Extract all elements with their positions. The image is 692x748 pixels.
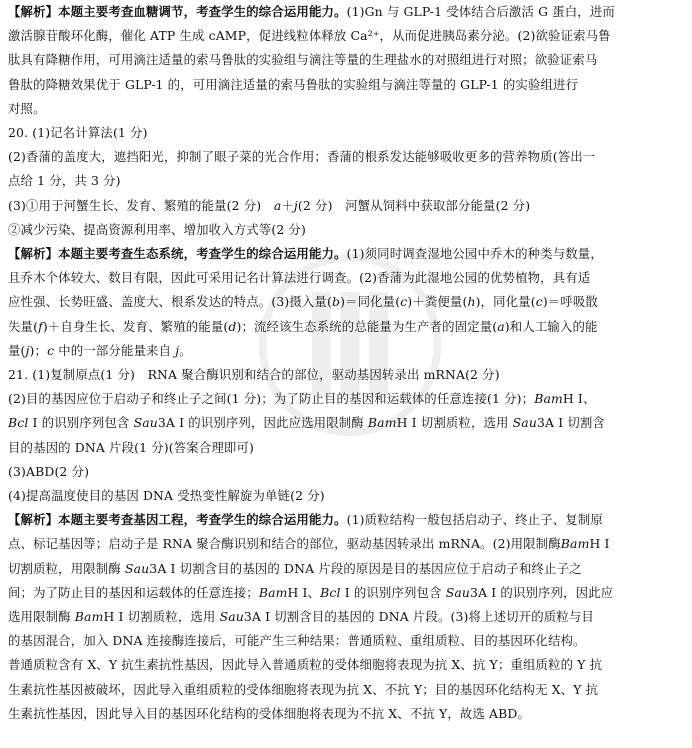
text-line <box>8 318 598 335</box>
text-segment: 生素抗性基因被破坏，因此导入重组质粒的受体细胞将表现为抗 X、不抗 Y；目的基因环化结构无 X、Y 抗 <box>8 681 599 697</box>
text-segment: H Ⅰ <box>589 536 610 552</box>
text-segment: 3A Ⅰ 切割含目的基因的 DNA 片段的原因是目的基因应位于启动子和终止子之 <box>149 560 582 576</box>
text-line <box>8 293 598 310</box>
text-segment: )； <box>29 342 48 358</box>
italic-term: c <box>400 294 408 310</box>
text-segment: 普通质粒含有 X、Y 抗生素抗性基因，因此导入普通质粒的受体细胞将表现为抗 X、抗 Y；重组质粒的 Y 抗 <box>8 657 603 673</box>
italic-term: c <box>47 342 55 358</box>
italic-term: Bam <box>258 584 288 600</box>
text-line <box>8 439 254 456</box>
text-line <box>8 51 597 68</box>
text-segment: ＋ <box>281 197 294 213</box>
text-line <box>8 705 530 722</box>
italic-term: j <box>25 342 30 358</box>
text-line <box>8 342 192 359</box>
text-segment: 选用限制酶 <box>8 609 75 624</box>
text-segment: ②减少污染、提高资源利用率、增加收入方式等(2 分) <box>8 221 306 237</box>
text-segment: 失量( <box>8 318 39 334</box>
text-line <box>8 584 613 601</box>
text-line <box>8 511 603 528</box>
text-line <box>8 414 605 431</box>
text-segment: (3)ABD(2 分) <box>8 463 90 479</box>
text-segment: (2)香蒲的盖度大，遮挡阳光，抑制了眼子菜的光合作用；香蒲的根系发达能够吸收更多的营养物质(答出一 <box>8 149 596 165</box>
italic-term: b <box>331 294 341 310</box>
text-segment: )；流经该生态系统的总能量为生产者的固定量( <box>236 318 498 334</box>
text-segment: Ⅰ 的识别序列包含 <box>340 584 446 600</box>
italic-term: d <box>228 318 237 334</box>
italic-term: Sau <box>445 584 471 600</box>
text-line <box>8 100 46 117</box>
text-line <box>8 197 530 214</box>
text-line <box>8 148 595 165</box>
italic-term: c <box>535 294 543 310</box>
text-line <box>8 3 615 20</box>
text-segment: 肽具有降糖作用，可用滴注适量的索马鲁肽的实验组与滴注等量的生理盐水的对照组进行对照；欲验证索马 <box>8 52 598 68</box>
text-segment: 生素抗性基因，因此导入目的基因环化结构的受体细胞将表现为不抗 X、不抗 Y，故选 ABD。 <box>8 705 531 721</box>
italic-term: a <box>497 318 505 334</box>
text-line <box>8 27 611 44</box>
text-segment: H Ⅰ、 <box>287 584 321 600</box>
text-segment: (1)Gn 与 GLP-1 受体结合后激活 G 蛋白，进而 <box>346 4 615 19</box>
text-segment: (2 分) 河蟹从饲料中获取部分能量(2 分) <box>297 197 531 213</box>
text-segment: 鲁肽的降糖效果优于 GLP-1 的，可用滴注适量的索马鲁肽的实验组与滴注等量的 GLP-1 的实验组进行 <box>8 76 579 92</box>
text-line <box>8 656 602 673</box>
text-line <box>8 269 590 286</box>
text-segment: Ⅰ 的识别序列包含 <box>28 415 134 431</box>
text-segment: 的基因混合，加入 DNA 连接酶连接后，可能产生三种结果：普通质粒、重组质粒、目的基因环化结构。 <box>8 633 586 649</box>
italic-term: Bam <box>74 609 104 624</box>
text-line <box>8 560 582 577</box>
text-line <box>8 535 610 552</box>
italic-term: Sau <box>124 560 150 576</box>
italic-term: Sau <box>219 609 244 624</box>
text-segment: 切割质粒，用限制酶 <box>8 560 125 576</box>
text-segment: 中的一部分能量来自 <box>54 342 176 358</box>
text-segment: 3A Ⅰ 的识别序列，因此应选用限制酶 <box>157 415 368 431</box>
text-segment: (2)目的基因应位于启动子和终止子之间(1 分)；为了防止目的基因和运载体的任意连接(1 分)； <box>8 391 535 407</box>
text-segment: 且乔木个体较大、数目有限，因此可采用记名计算法进行调查。(2)香蒲为此湿地公园的优势植物，具有适 <box>8 270 591 286</box>
italic-term: Sau <box>133 415 158 431</box>
italic-term: Sau <box>512 415 537 431</box>
text-segment: 21. (1)复制原点(1 分) RNA 聚合酶识别和结合的部位，驱动基因转录出 mRNA(2 分) <box>8 367 500 382</box>
text-line <box>8 608 594 625</box>
text-line <box>8 390 596 407</box>
text-line <box>8 366 500 383</box>
text-segment: (1)质粒结构一般包括启动子、终止子、复制原 <box>346 512 603 528</box>
text-segment: 20. (1)记名计算法(1 分) <box>8 125 148 140</box>
text-line <box>8 245 603 262</box>
text-line <box>8 632 586 649</box>
text-segment: )＋粪便量( <box>407 294 468 310</box>
italic-term: Bcl <box>320 584 341 600</box>
text-line <box>8 221 306 238</box>
italic-term: j <box>175 342 180 358</box>
text-segment: H Ⅰ 切割质粒，选用 <box>103 609 220 624</box>
text-segment: 激活腺苷酸环化酶，催化 ATP 生成 cAMP，促进线粒体释放 Ca²⁺，从而促进胰岛素分泌。(2)欲验证索马鲁 <box>8 28 611 44</box>
italic-term: f <box>38 318 43 334</box>
text-segment: 间；为了防止目的基因和运载体的任意连接； <box>8 584 259 600</box>
text-segment: )和人工输入的能 <box>504 318 598 334</box>
text-line <box>8 487 325 504</box>
italic-term: Bam <box>367 415 397 431</box>
text-segment: (4)提高温度使目的基因 DNA 受热变性解旋为单链(2 分) <box>8 488 325 503</box>
text-line <box>8 76 578 93</box>
text-segment: )＝呼吸散 <box>542 294 598 310</box>
italic-term: Bam <box>534 391 563 407</box>
italic-term: j <box>293 197 298 213</box>
text-line <box>8 172 121 189</box>
text-line <box>8 681 598 698</box>
italic-term: a <box>273 197 282 213</box>
italic-term: Bam <box>560 536 590 552</box>
text-segment: 量( <box>8 342 26 358</box>
text-segment: 3A Ⅰ 的识别序列，因此应 <box>470 584 614 600</box>
italic-term: Bcl <box>8 415 29 431</box>
text-segment: 3A Ⅰ 切割含 <box>536 415 605 431</box>
text-segment: 点给 1 分，共 3 分) <box>8 173 121 189</box>
text-line <box>8 463 89 480</box>
text-segment: (1)须同时调查湿地公园中乔木的种类与数量， <box>346 246 603 261</box>
text-segment: )，同化量( <box>475 294 536 310</box>
text-segment: 点、标记基因等；启动子是 RNA 聚合酶识别和结合的部位，驱动基因转录出 mRNA。(2)用限制酶 <box>8 536 561 552</box>
text-segment: H Ⅰ、 <box>562 391 596 407</box>
text-segment: 目的基因的 DNA 片段(1 分)(答案合理即可) <box>8 439 254 455</box>
text-segment: H Ⅰ 切割质粒，选用 <box>396 415 513 431</box>
italic-term: h <box>467 294 476 310</box>
analysis-heading: 【解析】本题主要考查生态系统，考查学生的综合运用能力。 <box>8 246 347 261</box>
analysis-heading: 【解析】本题主要考查基因工程，考查学生的综合运用能力。 <box>8 512 347 528</box>
text-segment: 对照。 <box>8 100 46 116</box>
analysis-heading: 【解析】本题主要考查血糖调节，考查学生的综合运用能力。 <box>8 4 347 19</box>
text-segment: 3A Ⅰ 切割含目的基因的 DNA 片段。(3)将上述切开的质粒与目 <box>243 609 594 624</box>
text-segment: )＝同化量( <box>340 294 401 310</box>
text-segment: (3)①用于河蟹生长、发育、繁殖的能量(2 分) <box>8 197 274 213</box>
text-line <box>8 124 148 141</box>
text-segment: )＋自身生长、发育、繁殖的能量( <box>42 318 229 334</box>
text-segment: 应性强、长势旺盛、盖度大、根系发达的特点。(3)摄入量( <box>8 294 332 310</box>
text-segment: 。 <box>179 342 192 358</box>
